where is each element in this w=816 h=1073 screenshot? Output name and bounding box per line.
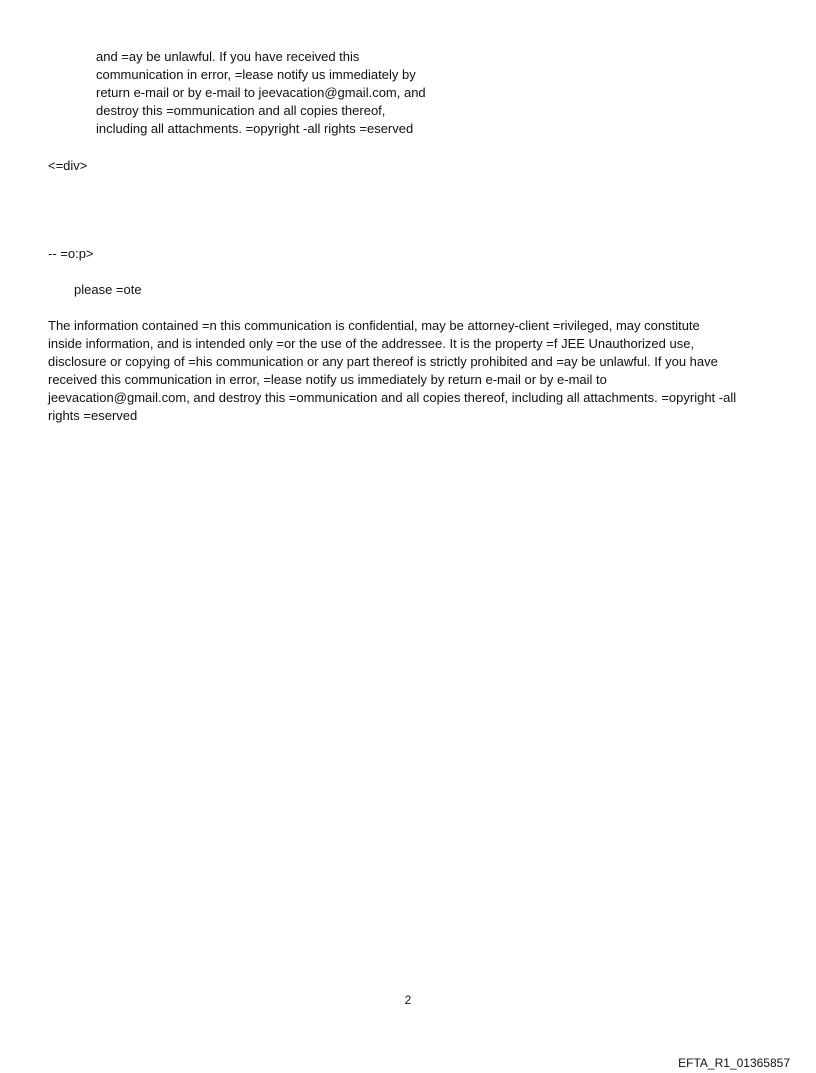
notice-line: disclosure or copying of =his communication or any part thereof is strictly prohibited and =ay be unlawful. If you have xyxy=(48,354,718,369)
notice-line: inside information, and is intended only =or the use of the addressee. It is the property =f JEE Unauthorized use, xyxy=(48,336,695,351)
quoted-disclaimer-line: communication in error, =lease notify us immediately by xyxy=(96,67,416,82)
notice-line: jeevacation@gmail.com, and destroy this =ommunication and all copies thereof, including all attachments. =opyright -all xyxy=(48,390,737,405)
quoted-disclaimer-line: and =ay be unlawful. If you have received this xyxy=(96,49,360,64)
separator-text: -- =o:p> xyxy=(48,246,94,261)
quoted-disclaimer-line: destroy this =ommunication and all copies thereof, xyxy=(96,103,386,118)
quoted-disclaimer-line: including all attachments. =opyright -all rights =eserved xyxy=(96,121,414,136)
div-tag-text: <=div> xyxy=(48,158,88,173)
notice-line: The information contained =n this communication is confidential, may be attorney-client =rivileged, may constitute xyxy=(48,318,700,333)
note-line: please =ote xyxy=(74,282,142,297)
quoted-disclaimer-block xyxy=(96,48,426,138)
quoted-disclaimer-line: return e-mail or by e-mail to jeevacation@gmail.com, and xyxy=(96,85,426,100)
page-number: 2 xyxy=(404,993,412,1007)
notice-line: received this communication in error, =lease notify us immediately by return e-mail or by e-mail to xyxy=(48,372,607,387)
notice-line: rights =eserved xyxy=(48,408,138,423)
document-id: EFTA_R1_01365857 xyxy=(678,1056,790,1070)
confidentiality-notice xyxy=(48,317,736,425)
